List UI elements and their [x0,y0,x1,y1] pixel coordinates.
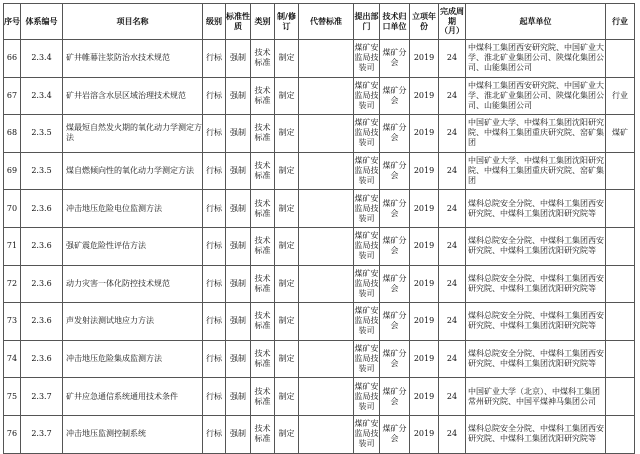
cell-category: 技术标准 [251,378,275,416]
cell-code: 2.3.6 [21,340,63,378]
cell-category: 技术标准 [251,227,275,265]
table-row [4,378,635,416]
cell-period: 24 [439,415,466,453]
header-category: 类别 [251,4,275,40]
cell-dept: 煤矿安监局技装司 [354,77,380,115]
cell-code: 2.3.4 [21,40,63,78]
cell-year: 2019 [410,303,439,341]
cell-tech-unit: 煤矿分会 [380,378,410,416]
cell-name: 矿井帷幕注浆防治水技术规范 [63,40,203,78]
cell-year: 2019 [410,152,439,190]
cell-year: 2019 [410,415,439,453]
cell-nature: 强制 [226,190,251,228]
cell-level: 行标 [203,265,226,303]
cell-level: 行标 [203,152,226,190]
cell-mode: 制定 [275,227,299,265]
cell-drafter: 中国矿业大学、中煤科工集团沈阳研究院、中煤科工集团重庆研究院、窑矿集团 [466,115,606,153]
cell-replace [299,340,354,378]
cell-mode: 制定 [275,303,299,341]
cell-level: 行标 [203,77,226,115]
cell-code: 2.3.4 [21,77,63,115]
cell-industry [606,190,635,228]
cell-name: 矿井岩溶含水层区域治理技术规范 [63,77,203,115]
cell-drafter: 中煤科工集团西安研究院、中国矿业大学、淮北矿业集团公司、陕煤化集团公司、山能集团公司 [466,77,606,115]
cell-year: 2019 [410,265,439,303]
cell-category: 技术标准 [251,415,275,453]
cell-seq: 66 [4,40,21,78]
cell-year: 2019 [410,115,439,153]
cell-code: 2.3.6 [21,190,63,228]
cell-industry [606,40,635,78]
cell-category: 技术标准 [251,340,275,378]
table-row [4,415,635,453]
cell-year: 2019 [410,40,439,78]
header-tech-unit: 技术归口单位 [380,4,410,40]
cell-tech-unit: 煤矿分会 [380,340,410,378]
cell-industry [606,152,635,190]
cell-tech-unit: 煤矿分会 [380,415,410,453]
cell-replace [299,415,354,453]
cell-drafter: 中国矿业大学、中煤科工集团沈阳研究院、中煤科工集团重庆研究院、窑矿集团 [466,152,606,190]
cell-nature: 强制 [226,415,251,453]
cell-name: 煤自燃倾向性的氧化动力学测定方法 [63,152,203,190]
cell-mode: 制定 [275,77,299,115]
cell-dept: 煤矿安监局技装司 [354,152,380,190]
standards-table-container [3,3,635,454]
cell-category: 技术标准 [251,115,275,153]
cell-year: 2019 [410,190,439,228]
cell-level: 行标 [203,227,226,265]
table-row [4,77,635,115]
cell-industry [606,227,635,265]
cell-mode: 制定 [275,152,299,190]
cell-year: 2019 [410,227,439,265]
cell-tech-unit: 煤矿分会 [380,303,410,341]
cell-nature: 强制 [226,77,251,115]
cell-name: 矿井应急通信系统通用技术条件 [63,378,203,416]
cell-category: 技术标准 [251,265,275,303]
cell-dept: 煤矿安监局技装司 [354,265,380,303]
cell-replace [299,265,354,303]
table-row [4,115,635,153]
cell-drafter: 煤科总院安全分院、中煤科工集团西安研究院、中煤科工集团沈阳研究院等 [466,265,606,303]
cell-mode: 制定 [275,190,299,228]
table-row [4,340,635,378]
cell-replace [299,152,354,190]
cell-category: 技术标准 [251,77,275,115]
header-year: 立项年份 [410,4,439,40]
cell-tech-unit: 煤矿分会 [380,190,410,228]
cell-mode: 制定 [275,378,299,416]
cell-period: 24 [439,77,466,115]
cell-category: 技术标准 [251,152,275,190]
cell-nature: 强制 [226,265,251,303]
cell-nature: 强制 [226,378,251,416]
cell-seq: 67 [4,77,21,115]
cell-replace [299,115,354,153]
table-row [4,303,635,341]
cell-code: 2.3.7 [21,415,63,453]
cell-nature: 强制 [226,340,251,378]
cell-mode: 制定 [275,40,299,78]
cell-nature: 强制 [226,227,251,265]
cell-seq: 70 [4,190,21,228]
cell-code: 2.3.5 [21,115,63,153]
cell-replace [299,378,354,416]
cell-dept: 煤矿安监局技装司 [354,303,380,341]
cell-seq: 76 [4,415,21,453]
cell-mode: 制定 [275,265,299,303]
cell-level: 行标 [203,190,226,228]
cell-category: 技术标准 [251,190,275,228]
cell-name: 动力灾害一体化防控技术规范 [63,265,203,303]
cell-name: 煤最短自然发火期的氧化动力学测定方法 [63,115,203,153]
cell-industry [606,415,635,453]
cell-name: 强矿震危险性评估方法 [63,227,203,265]
cell-industry [606,340,635,378]
cell-replace [299,77,354,115]
cell-year: 2019 [410,77,439,115]
cell-dept: 煤矿安监局技装司 [354,115,380,153]
cell-period: 24 [439,40,466,78]
cell-drafter: 中国矿业大学（北京）、中煤科工集团常州研究院、中国平煤神马集团公司 [466,378,606,416]
cell-dept: 煤矿安监局技装司 [354,415,380,453]
cell-industry: 煤矿 [606,115,635,153]
cell-seq: 69 [4,152,21,190]
cell-period: 24 [439,152,466,190]
cell-industry [606,378,635,416]
header-code: 体系编号 [21,4,63,40]
cell-industry: 行业 [606,77,635,115]
cell-level: 行标 [203,40,226,78]
standards-table [3,3,635,454]
cell-seq: 75 [4,378,21,416]
cell-tech-unit: 煤矿分会 [380,227,410,265]
cell-drafter: 中煤科工集团西安研究院、中国矿业大学、淮北矿业集团公司、陕煤化集团公司、山能集团公司 [466,40,606,78]
cell-period: 24 [439,265,466,303]
cell-period: 24 [439,115,466,153]
header-level: 级别 [203,4,226,40]
cell-mode: 制定 [275,415,299,453]
header-period: 完成周期（月） [439,4,466,40]
cell-nature: 强制 [226,115,251,153]
cell-nature: 强制 [226,40,251,78]
cell-name: 声发射法测试地应力方法 [63,303,203,341]
cell-code: 2.3.6 [21,227,63,265]
cell-dept: 煤矿安监局技装司 [354,227,380,265]
cell-nature: 强制 [226,152,251,190]
cell-drafter: 煤科总院安全分院、中煤科工集团西安研究院、中煤科工集团沈阳研究院等 [466,190,606,228]
cell-level: 行标 [203,378,226,416]
cell-industry [606,303,635,341]
cell-drafter: 煤科总院安全分院、中煤科工集团西安研究院、中煤科工集团沈阳研究院等 [466,303,606,341]
cell-level: 行标 [203,115,226,153]
table-row [4,265,635,303]
cell-level: 行标 [203,340,226,378]
cell-drafter: 煤科总院安全分院、中煤科工集团西安研究院、中煤科工集团沈阳研究院等 [466,415,606,453]
cell-level: 行标 [203,303,226,341]
header-name: 项目名称 [63,4,203,40]
cell-industry [606,265,635,303]
cell-code: 2.3.6 [21,303,63,341]
cell-drafter: 煤科总院安全分院、中煤科工集团西安研究院、中煤科工集团沈阳研究院等 [466,340,606,378]
cell-drafter: 煤科总院安全分院、中煤科工集团西安研究院、中煤科工集团沈阳研究院等 [466,227,606,265]
cell-name: 冲击地压监测控制系统 [63,415,203,453]
cell-seq: 72 [4,265,21,303]
cell-tech-unit: 煤矿分会 [380,77,410,115]
table-header-row [4,4,635,40]
cell-tech-unit: 煤矿分会 [380,265,410,303]
cell-replace [299,303,354,341]
cell-name: 冲击地压危险集成监测方法 [63,340,203,378]
header-nature: 标准性质 [226,4,251,40]
cell-period: 24 [439,190,466,228]
cell-seq: 74 [4,340,21,378]
header-replace: 代替标准 [299,4,354,40]
header-drafter: 起草单位 [466,4,606,40]
cell-level: 行标 [203,415,226,453]
cell-mode: 制定 [275,340,299,378]
cell-category: 技术标准 [251,303,275,341]
table-row [4,190,635,228]
header-dept: 提出部门 [354,4,380,40]
table-row [4,227,635,265]
cell-seq: 71 [4,227,21,265]
cell-dept: 煤矿安监局技装司 [354,340,380,378]
cell-period: 24 [439,340,466,378]
cell-period: 24 [439,303,466,341]
cell-name: 冲击地压危险电位监测方法 [63,190,203,228]
cell-seq: 73 [4,303,21,341]
table-body [4,40,635,454]
header-seq: 序号 [4,4,21,40]
cell-tech-unit: 煤矿分会 [380,115,410,153]
cell-period: 24 [439,378,466,416]
table-row [4,152,635,190]
cell-dept: 煤矿安监局技装司 [354,190,380,228]
header-mode: 制/修订 [275,4,299,40]
cell-seq: 68 [4,115,21,153]
cell-year: 2019 [410,340,439,378]
cell-year: 2019 [410,378,439,416]
cell-code: 2.3.6 [21,265,63,303]
cell-tech-unit: 煤矿分会 [380,40,410,78]
cell-dept: 煤矿安监局技装司 [354,378,380,416]
cell-category: 技术标准 [251,40,275,78]
header-industry: 行业 [606,4,635,40]
cell-replace [299,40,354,78]
cell-dept: 煤矿安监局技装司 [354,40,380,78]
table-row [4,40,635,78]
cell-nature: 强制 [226,303,251,341]
cell-code: 2.3.5 [21,152,63,190]
cell-replace [299,227,354,265]
cell-tech-unit: 煤矿分会 [380,152,410,190]
cell-code: 2.3.7 [21,378,63,416]
cell-replace [299,190,354,228]
cell-period: 24 [439,227,466,265]
cell-mode: 制定 [275,115,299,153]
